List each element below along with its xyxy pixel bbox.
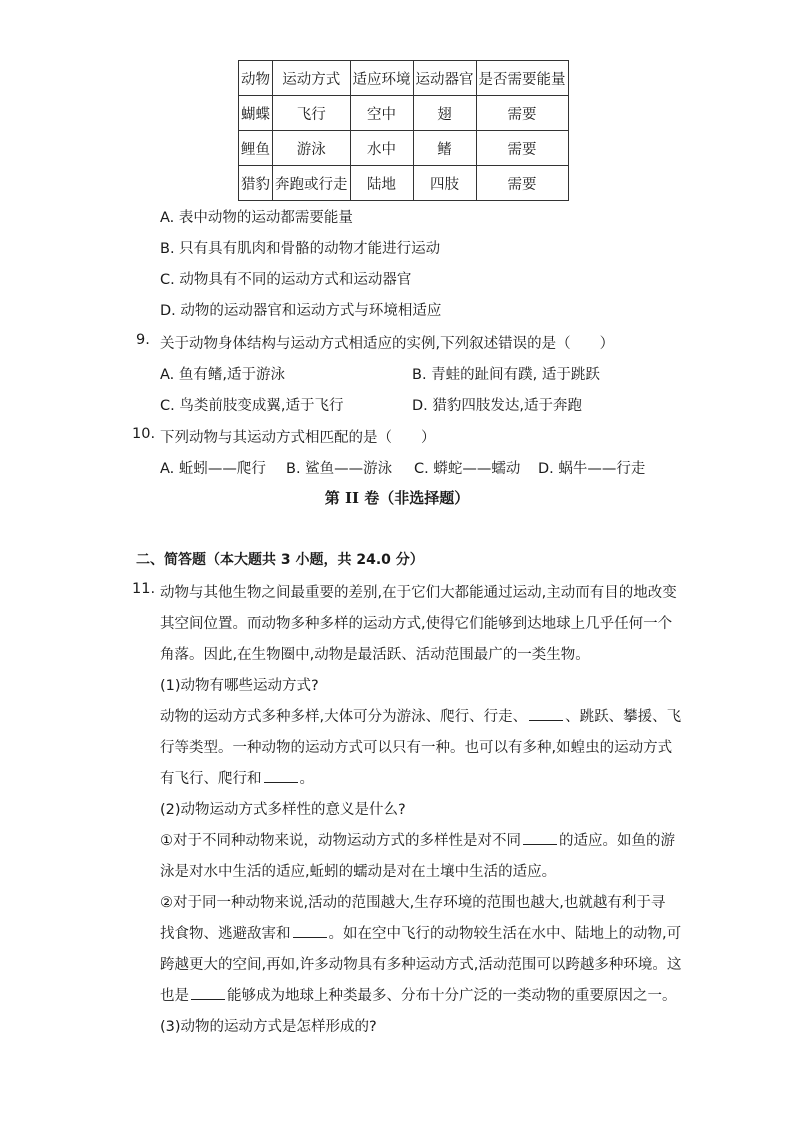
answer-blank[interactable] xyxy=(523,832,557,845)
table-cell: 需要 xyxy=(476,131,568,166)
q9-question: 关于动物身体结构与运动方式相适应的实例,下列叙述错误的是（ ） xyxy=(160,336,615,352)
table-cell: 奔跑或行走 xyxy=(273,166,351,201)
q10-option-d[interactable]: D. 蜗牛——行走 xyxy=(538,461,646,477)
table-cell: 水中 xyxy=(350,131,413,166)
answer-blank[interactable] xyxy=(264,770,298,783)
q10-option-b[interactable]: B. 鲨鱼——游泳 xyxy=(286,461,393,477)
table-cell: 翅 xyxy=(413,96,476,131)
answer-blank[interactable] xyxy=(191,987,225,1000)
q11-sub3-title: (3)动物的运动方式是怎样形成的? xyxy=(160,1019,377,1035)
q9-option-d[interactable]: D. 猎豹四肢发达,适于奔跑 xyxy=(412,398,582,414)
table-cell: 鳍 xyxy=(413,131,476,166)
q10-option-a[interactable]: A. 蚯蚓——爬行 xyxy=(160,461,266,477)
q11-sub2-line xyxy=(160,984,677,1005)
q10-question: 下列动物与其运动方式相匹配的是（ ） xyxy=(160,430,436,446)
table-row xyxy=(239,166,569,201)
table-header-cell: 动物 xyxy=(239,61,273,96)
table-cell: 需要 xyxy=(476,96,568,131)
section-heading: 二、简答题（本大题共 3 小题，共 24.0 分） xyxy=(136,552,424,568)
q10-number: 10. xyxy=(132,426,156,442)
q11-sub2-text: 找食物、逃避敌害和 xyxy=(160,926,291,942)
q10-option-c[interactable]: C. 蟒蛇——蠕动 xyxy=(414,461,521,477)
q9-option-c[interactable]: C. 鸟类前肢变成翼,适于飞行 xyxy=(160,398,344,414)
q11-sub2-text: 的适应。如鱼的游 xyxy=(559,833,675,849)
part-two-title: 第 II 卷（非选择题） xyxy=(324,489,470,507)
q11-sub2-text: ①对于不同种动物来说，动物运动方式的多样性是对不同 xyxy=(160,833,521,849)
table-header-cell: 是否需要能量 xyxy=(476,61,568,96)
q11-sub2-text: 。如在空中飞行的动物较生活在水中、陆地上的动物,可 xyxy=(328,926,682,942)
q11-sub1-title: (1)动物有哪些运动方式? xyxy=(160,678,319,694)
q11-sub1-text: 动物的运动方式多种多样,大体可分为游泳、爬行、行走、 xyxy=(160,709,528,725)
q11-sub2-line: 泳是对水中生活的适应,蚯蚓的蠕动是对在土壤中生活的适应。 xyxy=(160,864,557,880)
q11-sub1-line xyxy=(160,705,681,726)
table-row xyxy=(239,96,569,131)
q11-sub1-line: 行等类型。一种动物的运动方式可以只有一种。也可以有多种,如蝗虫的运动方式 xyxy=(160,740,673,756)
answer-blank[interactable] xyxy=(293,925,327,938)
q11-intro-line: 角落。因此,在生物圈中,动物是最活跃、活动范围最广的一类生物。 xyxy=(160,647,590,663)
table-cell: 需要 xyxy=(476,166,568,201)
answer-blank[interactable] xyxy=(529,708,563,721)
q11-number: 11. xyxy=(132,581,156,597)
table-header-row xyxy=(239,61,569,96)
table-cell: 蝴蝶 xyxy=(239,96,273,131)
table-cell: 飞行 xyxy=(273,96,351,131)
q8-option-d[interactable]: D. 动物的运动器官和运动方式与环境相适应 xyxy=(160,303,442,319)
q11-intro-line: 动物与其他生物之间最重要的差别,在于它们大都能通过运动,主动而有目的地改变 xyxy=(160,585,677,601)
q9-number: 9. xyxy=(136,332,150,348)
table-cell: 鲤鱼 xyxy=(239,131,273,166)
q11-sub1-line xyxy=(160,767,314,788)
q11-sub2-line: 跨越更大的空间,再如,许多动物具有多种运动方式,活动范围可以跨越多种环境。这 xyxy=(160,957,682,973)
table-header-cell: 运动方式 xyxy=(273,61,351,96)
q8-option-a[interactable]: A. 表中动物的运动都需要能量 xyxy=(160,210,353,226)
q11-sub2-line: ②对于同一种动物来说,活动的范围越大,生存环境的范围也越大,也就越有利于寻 xyxy=(160,895,666,911)
q11-sub1-text: 有飞行、爬行和 xyxy=(160,771,262,787)
q9-option-b[interactable]: B. 青蛙的趾间有蹼, 适于跳跃 xyxy=(412,367,600,383)
animal-movement-table xyxy=(238,60,569,201)
q8-option-b[interactable]: B. 只有具有肌肉和骨骼的动物才能进行运动 xyxy=(160,241,441,257)
q11-sub2-line xyxy=(160,829,675,850)
table-cell: 四肢 xyxy=(413,166,476,201)
table-cell: 猎豹 xyxy=(239,166,273,201)
table-header-cell: 适应环境 xyxy=(350,61,413,96)
table-row xyxy=(239,131,569,166)
q9-option-a[interactable]: A. 鱼有鳍,适于游泳 xyxy=(160,367,285,383)
table-header-cell: 运动器官 xyxy=(413,61,476,96)
q8-option-c[interactable]: C. 动物具有不同的运动方式和运动器官 xyxy=(160,272,412,288)
q11-sub1-text: 、跳跃、攀援、飞 xyxy=(565,709,682,725)
table-cell: 陆地 xyxy=(350,166,413,201)
q11-sub1-text: 。 xyxy=(299,771,314,787)
q11-intro-line: 其空间位置。而动物多种多样的运动方式,使得它们能够到达地球上几乎任何一个 xyxy=(160,616,673,632)
q11-sub2-line xyxy=(160,922,681,943)
table-cell: 空中 xyxy=(350,96,413,131)
q11-sub2-text: 能够成为地球上种类最多、分布十分广泛的一类动物的重要原因之一。 xyxy=(227,988,677,1004)
q11-sub2-title: (2)动物运动方式多样性的意义是什么? xyxy=(160,802,406,818)
table-cell: 游泳 xyxy=(273,131,351,166)
q11-sub2-text: 也是 xyxy=(160,988,189,1004)
